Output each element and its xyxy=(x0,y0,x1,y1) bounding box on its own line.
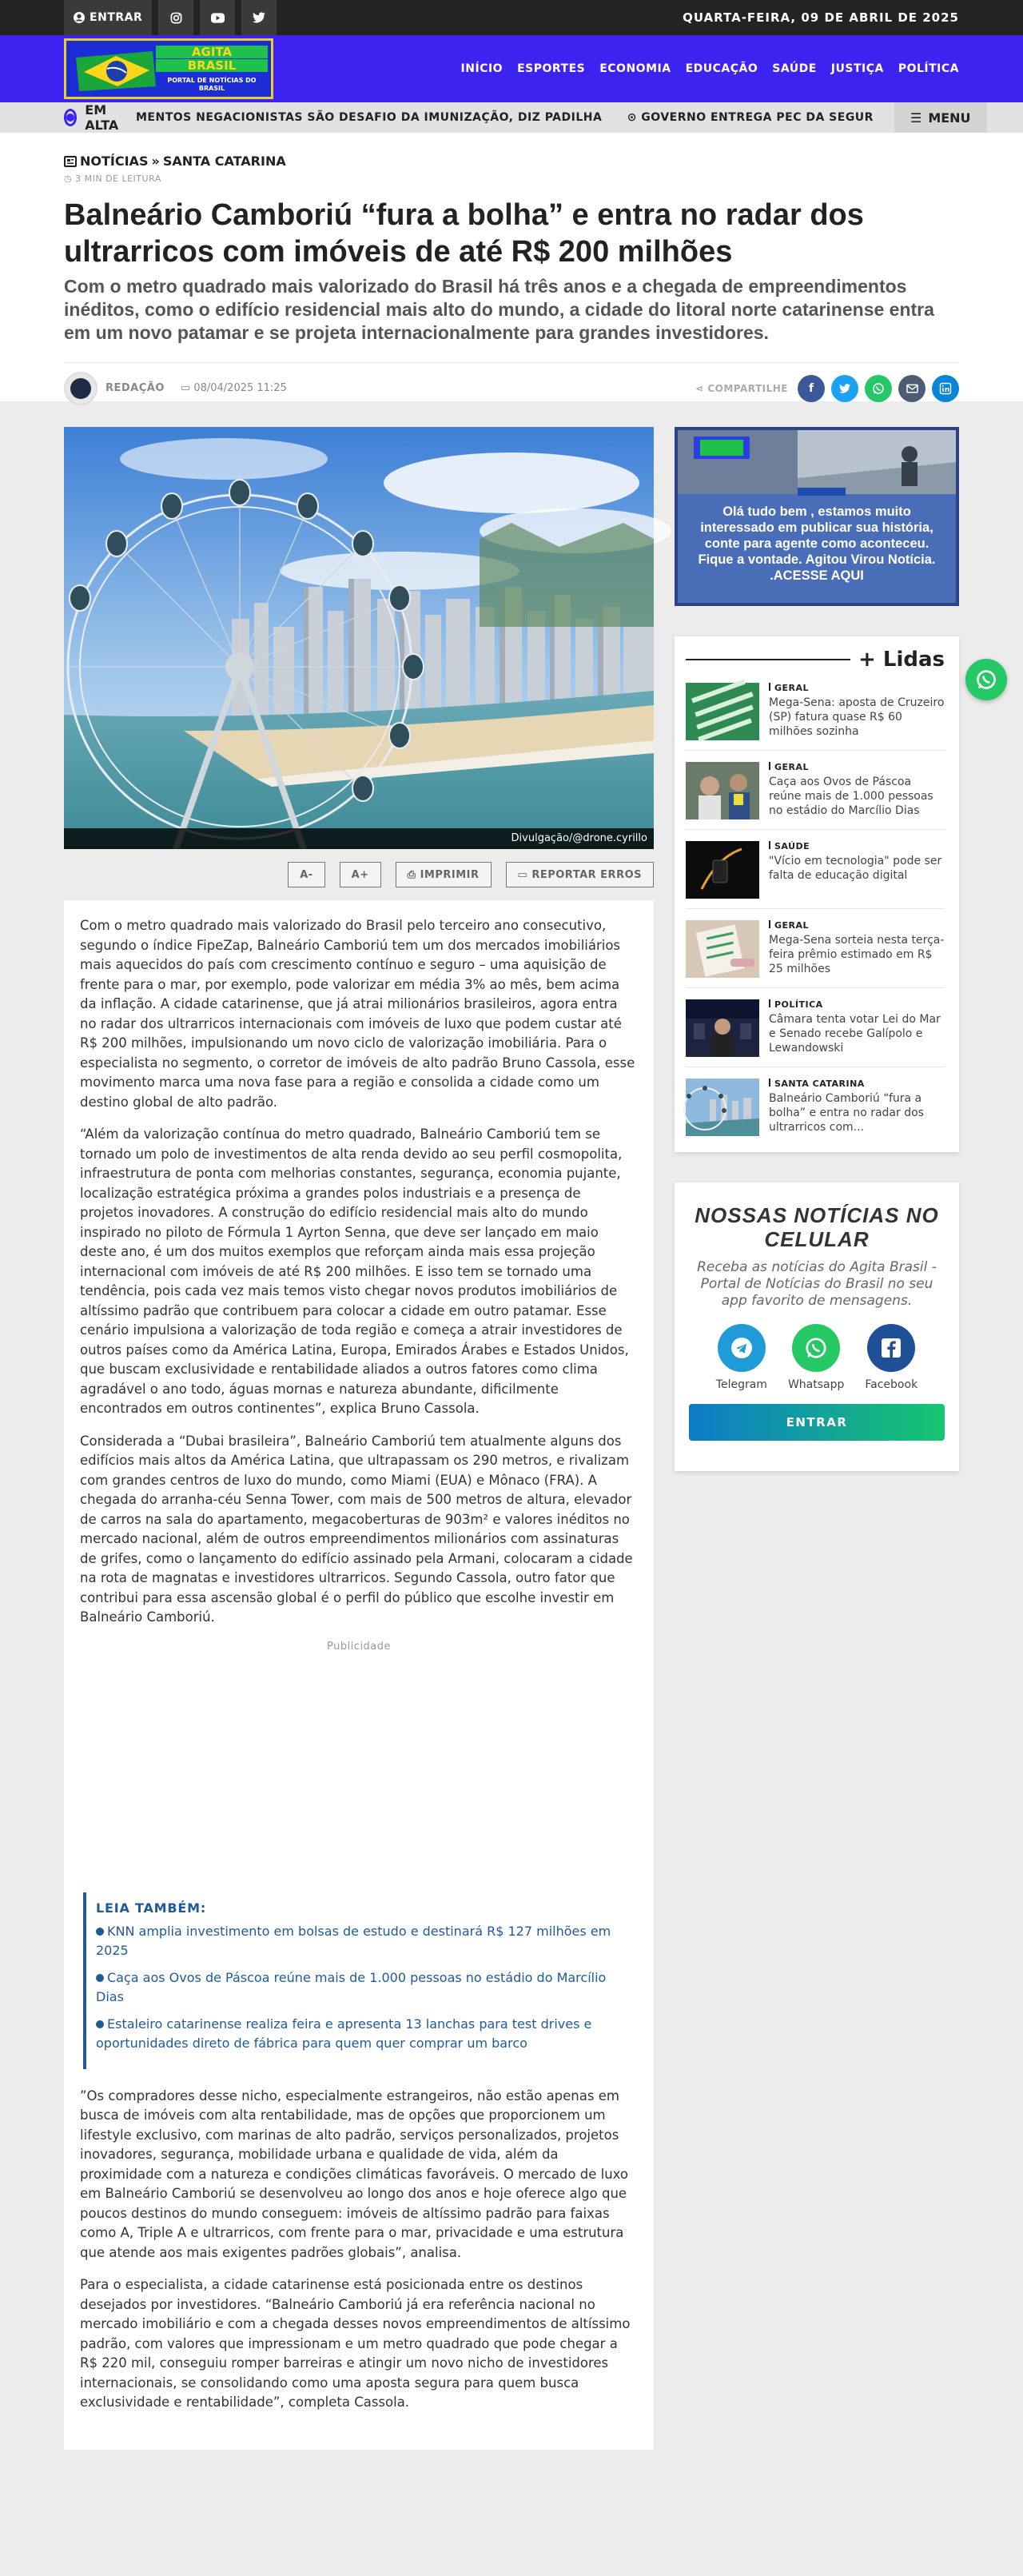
telegram-channel[interactable] xyxy=(716,1324,767,1391)
trending-ticker xyxy=(0,102,1023,133)
related-articles xyxy=(83,1892,638,2069)
article-paragraph: ”Os compradores desse nicho, especialmente estrangeiros, não estão apenas em busca de imóveis com alta rentabilidade, mas de opções que proporcionem um lifestyle exclusivo, com marinas de alto padrão, serviços personalizados, projetos inovadores, segurança, mobilidade urbana e qualidade de vida, além da proximidade com a natureza e condições climáticas favoráveis. O mercado de luxo em Balneário Camboriú se desenvolveu ao longo dos anos e hoje oferece algo que poucos destinos do mundo conseguem: imóveis de altíssimo padrão para faixas como A, Triple A e ultrarricos, com frente para o mar, privacidade e uma estrutura que atende aos mais exigentes padrões globais”, analisa. xyxy=(80,2088,629,2260)
article-subtitle: Com o metro quadrado mais valorizado do Brasil há três anos e a chegada de empreendimentos inéditos, como o edifício residencial mais alto do mundo, a cidade do litoral norte catarinense entra em um novo patamar e se projeta internacionalmente para grandes investidores. xyxy=(64,276,934,343)
logo-tagline: PORTAL DE NOTÍCIAS DO BRASIL xyxy=(167,77,257,92)
brazil-flag-icon xyxy=(73,46,161,94)
print-label: IMPRIMIR xyxy=(420,868,480,881)
twitter-icon xyxy=(839,384,850,393)
ad-label: Publicidade xyxy=(326,1640,392,1653)
share-linkedin-button[interactable] xyxy=(932,375,959,402)
youtube-link[interactable] xyxy=(200,0,235,35)
most-read-header xyxy=(686,648,945,672)
whatsapp-icon xyxy=(804,1336,828,1360)
city-ferris-wheel-thumbnail xyxy=(686,1079,759,1136)
most-read-category: SANTA CATARINA xyxy=(769,1079,945,1089)
share-icon: ⋖ xyxy=(695,382,708,394)
share-bar xyxy=(695,375,959,402)
ticker-item[interactable]: MENTOS NEGACIONISTAS SÃO DESAFIO DA IMUNIZAÇÃO, DIZ PADILHA xyxy=(135,111,603,124)
telegram-label: Telegram xyxy=(715,1378,767,1391)
youtube-icon xyxy=(211,13,225,23)
related-link-text: Estaleiro catarinense realiza feira e apresenta 13 lanchas para test drives e oportunidades direto de fábrica para quem quer comprar um barco xyxy=(96,2016,592,2051)
app-widget-title: NOSSAS NOTÍCIAS NO CELULAR xyxy=(695,1203,939,1251)
main-content xyxy=(64,427,959,2450)
nav-item-justica[interactable]: JUSTIÇA xyxy=(830,62,884,75)
congress-thumbnail xyxy=(686,999,759,1057)
ad-slot xyxy=(80,1653,638,1892)
login-label: ENTRAR xyxy=(90,11,143,24)
floating-whatsapp-button[interactable] xyxy=(965,659,1007,700)
logo-line2: BRASIL xyxy=(156,59,268,72)
whatsapp-icon xyxy=(975,668,997,691)
current-date: QUARTA-FEIRA, 09 DE ABRIL DE 2025 xyxy=(683,10,959,25)
print-button[interactable] xyxy=(396,862,492,887)
report-label: REPORTAR ERROS xyxy=(531,868,642,881)
trending-label-text: EM ALTA xyxy=(85,102,119,133)
most-read-title: Câmara tenta votar Lei do Mar e Senado recebe Galípolo e Lewandowski xyxy=(769,1013,941,1055)
nav-item-educacao[interactable]: EDUCAÇÃO xyxy=(685,62,758,75)
share-email-button[interactable] xyxy=(898,375,925,402)
article-title: Balneário Camboriú “fura a bolha” e entra no radar dos ultrarricos com imóveis de até R$ 200 milhões xyxy=(64,198,864,269)
nav-item-economia[interactable]: ECONOMIA xyxy=(599,62,671,75)
most-read-item[interactable] xyxy=(686,830,945,909)
breadcrumb-separator: » xyxy=(151,154,160,169)
most-read-category: GERAL xyxy=(769,762,945,772)
article-header xyxy=(0,133,1023,401)
breadcrumb xyxy=(64,154,959,169)
menu-label: MENU xyxy=(928,110,971,126)
most-read-title: Mega-Sena: aposta de Cruzeiro (SP) fatura quase R$ 60 milhões sozinha xyxy=(769,696,945,738)
breadcrumb-subcategory[interactable]: SANTA CATARINA xyxy=(162,154,286,169)
app-channels xyxy=(689,1324,945,1391)
photo-credit: Divulgação/@drone.cyrillo xyxy=(64,828,654,849)
increase-font-button[interactable]: A+ xyxy=(340,862,381,887)
article-body xyxy=(64,900,654,2450)
facebook-icon xyxy=(879,1336,903,1360)
related-link-text: KNN amplia investimento em bolsas de estudo e destinará R$ 127 milhões em 2025 xyxy=(96,1923,611,1958)
hamburger-icon: ☰ xyxy=(910,110,922,126)
banner-text: Olá tudo bem , estamos muito interessado em publicar sua história, conte para agente como aconteceu. Fique a vontade. Agitou Virou Notícia. .ACESSE AQUI xyxy=(698,504,936,583)
banner-collage-image xyxy=(678,430,956,507)
most-read-title: Balneário Camboriú “fura a bolha” e entra no radar dos ultrarricos com... xyxy=(769,1092,924,1134)
read-time: ◷ 3 MIN DE LEITURA xyxy=(64,173,161,184)
related-title: LEIA TAMBÉM: xyxy=(96,1900,207,1916)
most-read-title: + Lidas xyxy=(858,648,945,672)
main-nav xyxy=(461,62,959,75)
whatsapp-icon xyxy=(872,382,885,395)
submit-story-banner[interactable] xyxy=(675,427,959,606)
ferris-wheel-city-photo xyxy=(64,427,654,849)
mobile-app-widget xyxy=(675,1182,959,1471)
share-label xyxy=(695,383,788,394)
most-read-widget xyxy=(675,636,959,1152)
nav-item-esportes[interactable]: ESPORTES xyxy=(517,62,586,75)
whatsapp-channel[interactable] xyxy=(788,1324,844,1391)
site-header xyxy=(0,35,1023,102)
most-read-item[interactable] xyxy=(686,672,945,751)
menu-button[interactable] xyxy=(894,102,987,133)
instagram-icon xyxy=(170,12,182,24)
article-meta xyxy=(64,362,959,405)
share-whatsapp-button[interactable] xyxy=(865,375,892,402)
related-link[interactable] xyxy=(96,1922,628,1960)
related-link[interactable] xyxy=(96,1968,628,2007)
logo-line1: AGITA xyxy=(156,46,268,58)
linkedin-icon xyxy=(940,383,951,394)
article-paragraph: Para o especialista, a cidade catarinense está posicionada entre os destinos desejados por investidores. “Balneário Camboriú já era referência nacional no mercado imobiliário e com a chegada desses novos empreendimentos de altíssimo padrão, com valores que impressionam e um metro quadrado que pode chegar a R$ 220 mil, conseguiu romper barreiras e atingir um novo nicho de investidores internacionais, se consolidando como uma aposta segura para quem busca exclusividade e rentabilidade”, completa Cassola. xyxy=(80,2277,631,2410)
user-icon xyxy=(74,12,85,23)
facebook-channel[interactable] xyxy=(865,1324,918,1391)
most-read-item[interactable] xyxy=(686,751,945,830)
app-widget-description: Receba as notícias do Agita Brasil - Portal de Notícias do Brasil no seu app favorito de mensagens. xyxy=(697,1259,937,1309)
author-avatar xyxy=(64,372,98,405)
related-link[interactable] xyxy=(96,2015,628,2053)
technology-thumbnail xyxy=(686,841,759,899)
easter-event-thumbnail xyxy=(686,762,759,819)
article-paragraph: “Além da valorização contínua do metro quadrado, Balneário Camboriú tem se tornado um polo de investimentos de alta renda devido ao seu perfil cosmopolita, infraestrutura de ponta com melhorias constantes, segurança, economia pujante, localização estratégica próxima a grandes polos industriais e a presença de projetos inovadores. A construção do edifício residencial mais alto do mundo inspirado no piloto de Fórmula 1 Ayrton Senna, que deve ser lançado em maio deste ano, é um dos muitos exemplos que reforçam ainda mais essa projeção internacional com imóveis de até R$ 200 milhões. E isso tem se tornado uma tendência, pois cada vez mais temos visto chegar novos produtos imobiliários de altíssimo padrão que contribuem para colocar a cidade em outro patamar. Esse cenário impulsiona a valorização de toda região e começa a atrair investidores de outros países como da América Latina, Europa, Emirados Árabes e Estados Unidos, que buscam exclusividade e rentabilidade aliados a outros fatores como clima agradável o ano todo, águas mornas e natureza abundante, dificilmente encontrados em outros continentes”, explica Bruno Cassola. xyxy=(80,1127,629,1416)
twitter-link[interactable] xyxy=(241,0,277,35)
site-logo[interactable] xyxy=(64,38,273,99)
most-read-title: "Vício em tecnologia" pode ser falta de educação digital xyxy=(769,855,942,882)
calendar-icon: ▭ xyxy=(180,382,194,394)
logo-text xyxy=(156,46,268,93)
ticker-items xyxy=(136,111,894,124)
most-read-item[interactable] xyxy=(686,1067,945,1146)
comment-icon: ▭ xyxy=(517,868,532,881)
print-icon: ⎙ xyxy=(407,868,420,881)
related-link-text: Caça aos Ovos de Páscoa reúne mais de 1.000 pessoas no estádio do Marcílio Dias xyxy=(96,1969,607,2004)
nav-item-politica[interactable]: POLÍTICA xyxy=(898,62,959,75)
trending-dot-icon xyxy=(64,109,77,126)
newspaper-icon xyxy=(64,156,77,167)
article-paragraph: Com o metro quadrado mais valorizado do Brasil pelo terceiro ano consecutivo, segundo o índice FipeZap, Balneário Camboriú tem um dos mercados imobiliários mais aquecidos do país com crescimento contínuo e seguro – uma aquisição de frente para o mar, por exemplo, pode valorizar em média 3% ao mês, bem acima da inflação. A cidade catarinense, que já atrai milionários brasileiros, agora entra no radar dos ultrarricos internacionais com imóveis de luxo que podem custar até R$ 200 milhões, impulsionando um novo ciclo de valorização imobiliária. Para o especialista no segmento, o corretor de imóveis de alto padrão Bruno Cassola, esse movimento marca uma nova fase para a região e consolida a cidade como um destino global de alto padrão. xyxy=(80,918,635,1110)
most-read-category: GERAL xyxy=(769,920,945,931)
lottery-thumbnail xyxy=(686,683,759,740)
lottery-ticket-thumbnail xyxy=(686,920,759,978)
whatsapp-label: Whatsapp xyxy=(787,1378,845,1391)
share-label-text: COMPARTILHE xyxy=(707,382,788,394)
share-facebook-button[interactable] xyxy=(798,375,825,402)
sidebar xyxy=(675,427,959,1471)
share-twitter-button[interactable] xyxy=(831,375,858,402)
article-hero-image[interactable] xyxy=(64,427,654,849)
nav-item-inicio[interactable]: INÍCIO xyxy=(460,62,504,75)
publish-date-text: 08/04/2025 11:25 xyxy=(193,382,287,394)
login-button[interactable] xyxy=(64,0,152,35)
most-read-category: SAÚDE xyxy=(769,841,945,851)
ticker-item[interactable]: ⊙ GOVERNO ENTREGA PEC DA SEGUR xyxy=(627,111,874,124)
instagram-link[interactable] xyxy=(158,0,193,35)
decrease-font-button[interactable]: A- xyxy=(288,862,324,887)
article-tools xyxy=(64,862,654,887)
telegram-icon xyxy=(730,1336,754,1360)
nav-item-saude[interactable]: SAÚDE xyxy=(772,62,817,75)
most-read-title: Mega-Sena sorteia nesta terça-feira prêmio estimado em R$ 25 milhões xyxy=(769,934,945,975)
most-read-category: POLÍTICA xyxy=(769,999,945,1010)
most-read-category: GERAL xyxy=(769,683,945,693)
facebook-label: Facebook xyxy=(865,1378,918,1391)
email-icon xyxy=(906,384,918,393)
twitter-icon xyxy=(253,12,265,23)
trending-label xyxy=(64,102,136,133)
breadcrumb-category[interactable]: NOTÍCIAS xyxy=(80,154,149,169)
article-column xyxy=(64,427,654,2450)
most-read-item[interactable] xyxy=(686,988,945,1067)
report-errors-button[interactable] xyxy=(506,862,654,887)
read-time-text: 3 MIN DE LEITURA xyxy=(75,173,161,184)
author-name[interactable]: REDAÇÃO xyxy=(105,382,165,394)
top-bar xyxy=(0,0,1023,35)
facebook-icon: f xyxy=(808,381,814,395)
article-paragraph: Considerada a “Dubai brasileira”, Balneário Camboriú tem atualmente alguns dos edifícios mais altos da América Latina, que ultrapassam os 290 metros, e rivalizam com grandes centros de luxo do mundo, como Miami (EUA) e Mônaco (FRA). A chegada do arranha-céu Senna Tower, com mais de 500 metros de altura, elevador de carros na sala do apartamento, megacoberturas de 903m² e valores inéditos no mercado nacional, além de outros empreendimentos milionários com assinaturas de grifes, como o lançamento do edifício assinado pela Armani, colocaram a cidade na rota de magnatas e investidores ultrarricos. Segundo Cassola, outro fator que contribui para essa ascensão global é o perfil do público que escolhe investir em Balneário Camboriú. xyxy=(80,1433,633,1625)
most-read-title: Caça aos Ovos de Páscoa reúne mais de 1.000 pessoas no estádio do Marcílio Dias xyxy=(769,776,933,817)
publish-date xyxy=(181,382,287,394)
app-enter-button[interactable]: ENTRAR xyxy=(689,1404,945,1441)
most-read-item[interactable] xyxy=(686,909,945,988)
